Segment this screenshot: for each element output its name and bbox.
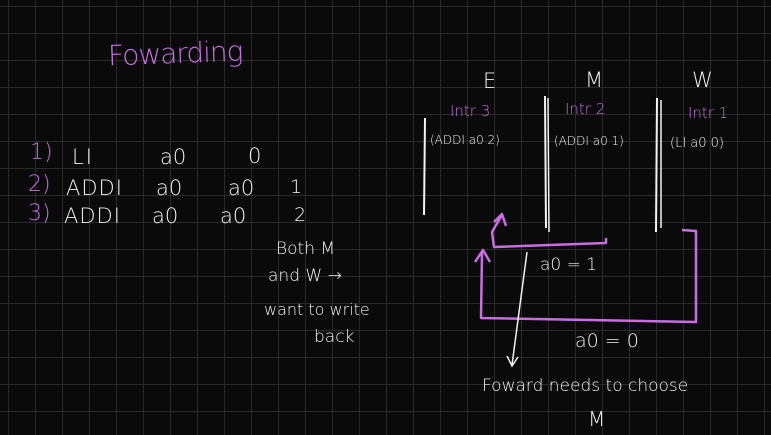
forward-path-w [481,230,696,322]
stage-label-m: M [585,68,604,92]
stage-detail-m: (ADDI a0 1) [554,134,624,148]
stage-instr-m: Intr 2 [565,100,606,118]
instruction-number: 2) [28,172,51,197]
instruction-op: ADDI [66,176,123,200]
note-line: want to write [264,300,370,319]
stage-detail-e: (ADDI a0 2) [430,133,500,147]
stage-label-e: E [483,69,497,93]
instruction-number: 3) [28,201,51,226]
arrowhead-m [494,214,506,226]
instruction-arg: a0 [160,145,187,169]
note-line: Both M [276,239,336,259]
stage-instr-w: Intr 1 [688,104,729,122]
value-m: a0 = 1 [540,255,598,275]
page-title: Fowarding [107,34,243,73]
instruction-op: ADDI [64,204,121,228]
pipeline-register-bar [548,98,549,232]
instruction-arg: a0 [220,204,247,228]
conclusion-line: M [588,407,606,431]
pipeline-register-bar [656,98,657,232]
instruction-number: 1) [30,140,53,165]
pipeline-register-bar [424,118,425,215]
instruction-arg: 2 [294,204,307,226]
stage-instr-e: Intr 3 [450,102,491,120]
forward-path-m [492,215,606,247]
stage-label-w: W [692,68,713,92]
instruction-arg: 1 [290,176,303,198]
value-w: a0 = 0 [575,330,639,352]
instruction-arg: 0 [248,144,262,168]
instruction-arg: a0 [228,176,255,200]
instruction-arg: a0 [152,204,179,228]
conclusion-arrow [512,252,527,365]
arrowhead-w [475,250,490,262]
conclusion-arrowhead [507,356,518,366]
pipeline-register-bar [545,96,546,228]
note-line: back [314,327,355,347]
stage-detail-w: (LI a0 0) [670,136,724,151]
conclusion-line: Foward needs to choose [482,376,689,396]
instruction-arg: a0 [156,176,183,200]
note-line: and W → [268,266,342,286]
instruction-op: LI [72,145,94,169]
